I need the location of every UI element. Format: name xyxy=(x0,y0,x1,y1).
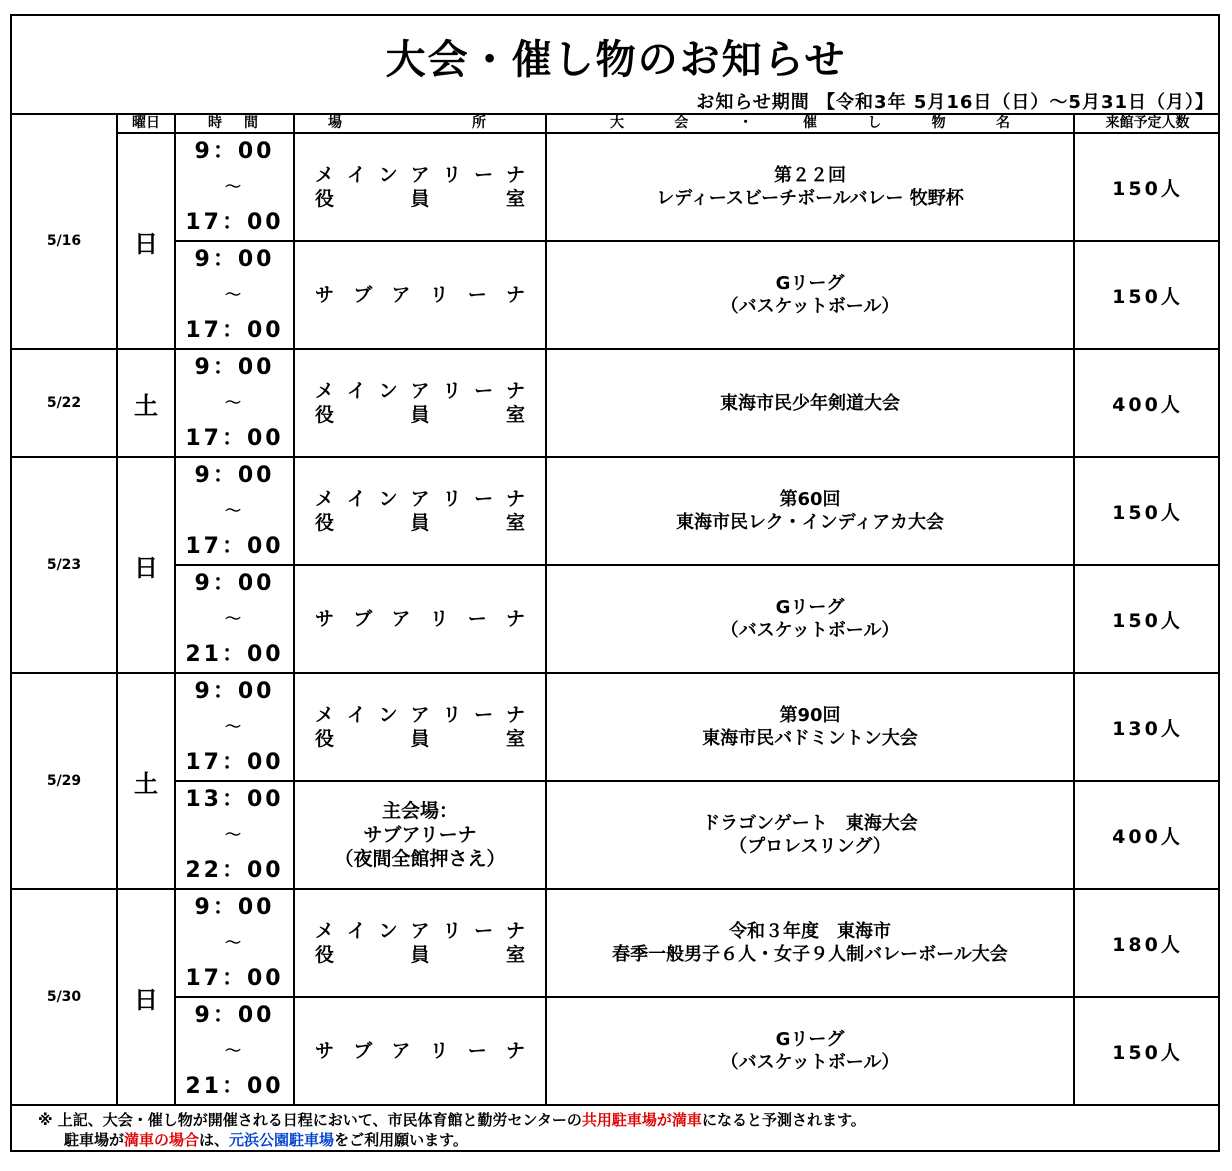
event-cell xyxy=(547,674,1073,780)
time-tilde: ～ xyxy=(224,284,244,304)
place-cell xyxy=(295,782,545,888)
place-char: ナ xyxy=(505,1040,525,1062)
event-line: 東海市民バドミントン大会 xyxy=(702,728,918,749)
header-event-char: 催 xyxy=(802,115,817,131)
place-char: 員 xyxy=(410,728,430,750)
place-char: 役 xyxy=(315,188,335,210)
place-char: メ xyxy=(315,920,335,942)
place-char: ナ xyxy=(505,608,525,630)
place-char: ー xyxy=(467,284,487,306)
place-main-arena xyxy=(315,379,525,403)
place-office xyxy=(315,943,525,967)
event-line: 第２２回 xyxy=(774,165,846,186)
note-text: をご利用願います。 xyxy=(334,1131,468,1149)
place-char: ナ xyxy=(505,380,525,402)
place-char: リ xyxy=(442,380,462,402)
place-char: イ xyxy=(346,380,366,402)
event-cell xyxy=(547,350,1073,456)
event-line: ドラゴンゲート 東海大会 xyxy=(702,813,918,834)
place-char: ア xyxy=(410,704,430,726)
place-char: サ xyxy=(315,1040,335,1062)
time-end: 21：00 xyxy=(185,1074,284,1099)
note-text: になると予測されます。 xyxy=(701,1111,866,1129)
event-cell xyxy=(547,458,1073,564)
place-char: ー xyxy=(474,380,494,402)
place-sub-arena xyxy=(315,607,525,631)
header-place-char: 場 xyxy=(328,115,342,131)
place-char: ー xyxy=(467,608,487,630)
place-char: ナ xyxy=(505,704,525,726)
place-char: ア xyxy=(410,488,430,510)
place-char: ン xyxy=(378,920,398,942)
place-sub-arena xyxy=(315,1039,525,1063)
note-text: は、 xyxy=(199,1131,230,1149)
note-line-2 xyxy=(38,1130,866,1150)
place-line: サブアリーナ xyxy=(363,824,477,846)
page-title: 大会・催し物のお知らせ xyxy=(385,37,847,83)
time-cell xyxy=(176,890,293,996)
place-char: ア xyxy=(391,284,411,306)
header-event xyxy=(610,114,1010,133)
time-tilde: ～ xyxy=(224,176,244,196)
note-highlight-red: 共用駐車場が満車 xyxy=(581,1111,702,1129)
time-start: 9：00 xyxy=(194,1003,275,1028)
date-cell: 5/23 xyxy=(46,557,82,573)
place-line: 主会場： xyxy=(381,800,458,822)
time-start: 9：00 xyxy=(194,139,275,164)
time-cell xyxy=(176,998,293,1104)
place-char: ナ xyxy=(505,488,525,510)
header-time-char: 時 xyxy=(208,115,222,131)
time-cell xyxy=(176,566,293,672)
place-char: サ xyxy=(315,284,335,306)
place-char: メ xyxy=(315,488,335,510)
dow-cell: 土 xyxy=(134,391,158,420)
place-char: リ xyxy=(442,164,462,186)
count-cell: 400人 xyxy=(1112,393,1183,416)
date-cell: 5/29 xyxy=(46,773,82,789)
time-end: 17：00 xyxy=(185,534,284,559)
header-place-char: 所 xyxy=(472,115,486,131)
place-char: ン xyxy=(378,704,398,726)
place-char: ア xyxy=(391,608,411,630)
time-tilde: ～ xyxy=(224,392,244,412)
count-cell: 150人 xyxy=(1112,501,1183,524)
place-char: リ xyxy=(429,608,449,630)
place-char: リ xyxy=(442,488,462,510)
place-char: リ xyxy=(442,920,462,942)
time-tilde: ～ xyxy=(224,824,244,844)
place-cell xyxy=(295,134,545,240)
date-cell: 5/30 xyxy=(46,989,82,1005)
event-line: （バスケットボール） xyxy=(720,620,900,641)
event-cell xyxy=(547,566,1073,672)
event-cell xyxy=(547,782,1073,888)
place-char: ー xyxy=(474,920,494,942)
rule xyxy=(10,1104,1220,1106)
place-char: ン xyxy=(378,164,398,186)
place-office xyxy=(315,187,525,211)
event-cell xyxy=(547,890,1073,996)
time-start: 9：00 xyxy=(194,463,275,488)
place-char: 員 xyxy=(410,512,430,534)
place-char: イ xyxy=(346,488,366,510)
event-line: 東海市民レク・インディアカ大会 xyxy=(675,512,945,533)
event-line: Gリーグ xyxy=(775,597,845,618)
time-end: 22：00 xyxy=(185,858,284,883)
place-char: ー xyxy=(474,488,494,510)
count-cell: 150人 xyxy=(1112,1041,1183,1064)
header-event-char: 名 xyxy=(995,115,1010,131)
place-char: ブ xyxy=(353,608,373,630)
event-line: （プロレスリング） xyxy=(729,836,891,857)
place-char: 室 xyxy=(505,728,525,750)
place-char: ン xyxy=(378,380,398,402)
header-count: 来館予定人数 xyxy=(1105,115,1190,131)
time-start: 9：00 xyxy=(194,355,275,380)
place-char: ナ xyxy=(505,284,525,306)
time-start: 9：00 xyxy=(194,247,275,272)
time-start: 13：00 xyxy=(185,787,284,812)
time-end: 17：00 xyxy=(185,966,284,991)
place-char: リ xyxy=(442,704,462,726)
dow-cell: 日 xyxy=(134,229,158,258)
time-tilde: ～ xyxy=(224,932,244,952)
place-char: メ xyxy=(315,704,335,726)
event-line: （バスケットボール） xyxy=(720,1052,900,1073)
time-start: 9：00 xyxy=(194,895,275,920)
place-cell xyxy=(295,998,545,1104)
place-office xyxy=(315,511,525,535)
time-end: 17：00 xyxy=(185,426,284,451)
time-tilde: ～ xyxy=(224,1040,244,1060)
place-char: 室 xyxy=(505,404,525,426)
place-char: 室 xyxy=(505,188,525,210)
place-char: メ xyxy=(315,164,335,186)
header-event-char: 会 xyxy=(674,115,689,131)
place-char: リ xyxy=(429,284,449,306)
header-dow: 曜日 xyxy=(132,115,160,131)
count-cell: 150人 xyxy=(1112,285,1183,308)
header-time-char: 間 xyxy=(244,115,258,131)
time-start: 9：00 xyxy=(194,679,275,704)
dow-cell: 土 xyxy=(134,769,158,798)
place-main-arena xyxy=(315,919,525,943)
event-line: Gリーグ xyxy=(775,273,845,294)
count-cell: 130人 xyxy=(1112,717,1183,740)
place-char: リ xyxy=(429,1040,449,1062)
date-cell: 5/16 xyxy=(46,233,82,249)
count-cell: 180人 xyxy=(1112,933,1183,956)
place-sub-arena xyxy=(315,283,525,307)
note-text: ※ 上記、大会・催し物が開催される日程において、市民体育館と勤労センターの xyxy=(38,1111,582,1129)
place-char: サ xyxy=(315,608,335,630)
place-main-arena xyxy=(315,163,525,187)
time-end: 17：00 xyxy=(185,210,284,235)
place-char: ナ xyxy=(505,164,525,186)
parking-notes xyxy=(38,1110,866,1150)
header-time xyxy=(208,114,258,133)
event-cell xyxy=(547,242,1073,348)
place-char: 室 xyxy=(505,512,525,534)
place-char: ア xyxy=(410,164,430,186)
count-cell: 150人 xyxy=(1112,177,1183,200)
header-place xyxy=(328,114,486,133)
notice-period: お知らせ期間 【令和3年 5月16日（日）～5月31日（月）】 xyxy=(696,92,1214,113)
place-char: ブ xyxy=(353,1040,373,1062)
place-char: ー xyxy=(474,164,494,186)
time-tilde: ～ xyxy=(224,500,244,520)
place-char: 役 xyxy=(315,944,335,966)
event-line: 令和３年度 東海市 xyxy=(729,921,891,942)
place-char: ー xyxy=(474,704,494,726)
note-highlight-blue: 元浜公園駐車場 xyxy=(229,1131,335,1149)
place-char: 役 xyxy=(315,404,335,426)
count-cell: 150人 xyxy=(1112,609,1183,632)
place-cell xyxy=(295,242,545,348)
event-cell xyxy=(547,134,1073,240)
event-line: 第90回 xyxy=(779,705,841,726)
time-cell xyxy=(176,134,293,240)
time-end: 21：00 xyxy=(185,642,284,667)
place-cell xyxy=(295,350,545,456)
time-cell xyxy=(176,782,293,888)
place-line: （夜間全館押さえ） xyxy=(334,848,506,870)
place-char: イ xyxy=(346,164,366,186)
place-char: ン xyxy=(378,488,398,510)
place-main-arena xyxy=(315,703,525,727)
event-line: 東海市民少年剣道大会 xyxy=(720,392,900,414)
place-char: 室 xyxy=(505,944,525,966)
event-line: 春季一般男子６人・女子９人制バレーボール大会 xyxy=(612,944,1008,965)
time-end: 17：00 xyxy=(185,750,284,775)
place-char: メ xyxy=(315,380,335,402)
place-office xyxy=(315,403,525,427)
time-end: 17：00 xyxy=(185,318,284,343)
dow-cell: 日 xyxy=(134,553,158,582)
header-event-char: し xyxy=(867,115,882,131)
place-char: 員 xyxy=(410,188,430,210)
event-line: 第60回 xyxy=(779,489,841,510)
time-cell xyxy=(176,458,293,564)
place-char: 員 xyxy=(410,944,430,966)
place-char: ア xyxy=(410,380,430,402)
place-char: イ xyxy=(346,920,366,942)
header-event-char: ・ xyxy=(738,115,753,131)
time-cell xyxy=(176,242,293,348)
event-line: Gリーグ xyxy=(775,1029,845,1050)
place-office xyxy=(315,727,525,751)
header-event-char: 大 xyxy=(610,115,624,131)
place-cell xyxy=(295,674,545,780)
place-char: ナ xyxy=(505,920,525,942)
event-line: （バスケットボール） xyxy=(720,296,900,317)
place-char: イ xyxy=(346,704,366,726)
place-char: 役 xyxy=(315,512,335,534)
place-char: 員 xyxy=(410,404,430,426)
place-char: ア xyxy=(391,1040,411,1062)
time-tilde: ～ xyxy=(224,608,244,628)
time-start: 9：00 xyxy=(194,571,275,596)
event-cell xyxy=(547,998,1073,1104)
place-cell xyxy=(295,566,545,672)
place-main-arena xyxy=(315,487,525,511)
time-cell xyxy=(176,350,293,456)
place-char: ブ xyxy=(353,284,373,306)
place-cell xyxy=(295,890,545,996)
event-line: レディースビーチボールバレー 牧野杯 xyxy=(656,188,964,209)
note-text: 駐車場が xyxy=(64,1131,125,1149)
dow-cell: 日 xyxy=(134,985,158,1014)
note-line-1 xyxy=(38,1110,866,1130)
place-char: ア xyxy=(410,920,430,942)
place-cell xyxy=(295,458,545,564)
count-cell: 400人 xyxy=(1112,825,1183,848)
place-char: ー xyxy=(467,1040,487,1062)
time-tilde: ～ xyxy=(224,716,244,736)
date-cell: 5/22 xyxy=(46,395,82,411)
time-cell xyxy=(176,674,293,780)
header-event-char: 物 xyxy=(931,115,946,131)
place-char: 役 xyxy=(315,728,335,750)
note-highlight-red: 満車の場合 xyxy=(124,1131,200,1149)
